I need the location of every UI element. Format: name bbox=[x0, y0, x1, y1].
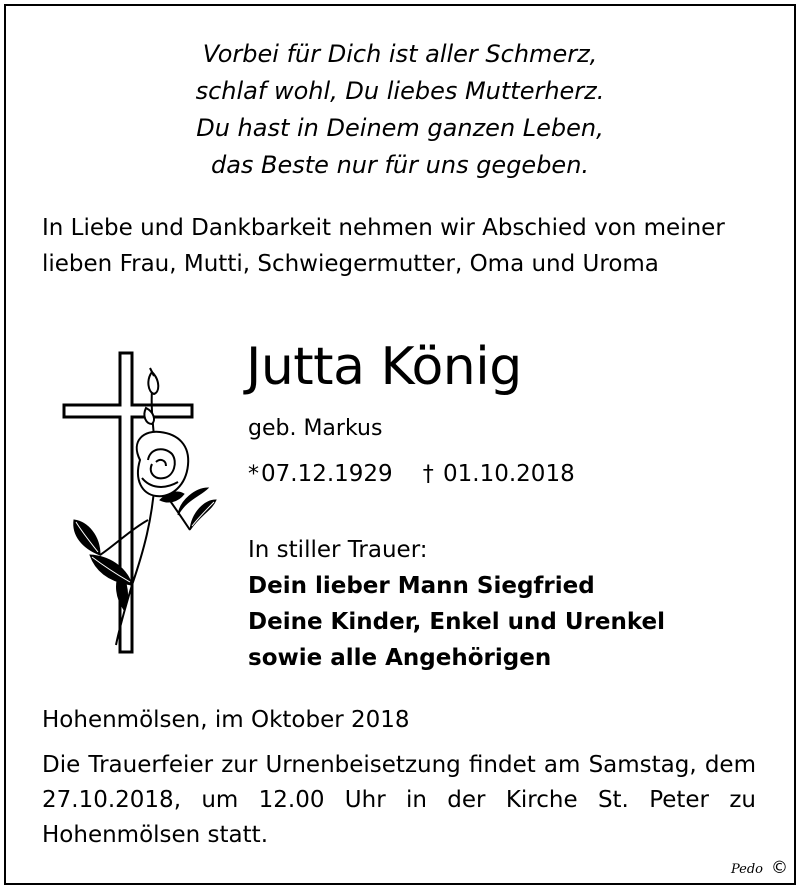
birth-name: geb. Markus bbox=[248, 416, 383, 441]
death-cross-icon: † bbox=[422, 462, 434, 487]
poem-line: schlaf wohl, Du liebes Mutterherz. bbox=[195, 77, 605, 105]
poem-line: Du hast in Deinem ganzen Leben, bbox=[196, 114, 604, 142]
birth-star-icon: * bbox=[248, 462, 259, 487]
life-dates bbox=[248, 458, 575, 491]
copyright-icon: © bbox=[771, 858, 788, 878]
poem-line: Vorbei für Dich ist aller Schmerz, bbox=[202, 40, 598, 68]
mourner-line: Dein lieber Mann Siegfried bbox=[248, 573, 595, 599]
mourners-heading: In stiller Trauer: bbox=[248, 537, 428, 563]
credit bbox=[731, 859, 788, 879]
birth-date: 07.12.1929 bbox=[261, 461, 393, 487]
intro-text: In Liebe und Dankbarkeit nehmen wir Abschied von meiner lieben Frau, Mutti, Schwiegermutter, Oma und Uroma bbox=[42, 215, 725, 277]
publisher-logo: Pedo bbox=[730, 862, 763, 877]
mourners-block bbox=[248, 532, 665, 676]
place-date: Hohenmölsen, im Oktober 2018 bbox=[42, 707, 410, 733]
deceased-name: Jutta König bbox=[246, 337, 522, 397]
poem-line: das Beste nur für uns gegeben. bbox=[210, 151, 590, 179]
cross-with-rose-icon bbox=[60, 350, 220, 655]
mourner-line: Deine Kinder, Enkel und Urenkel bbox=[248, 609, 666, 635]
poem bbox=[0, 36, 800, 184]
death-date: 01.10.2018 bbox=[443, 461, 575, 487]
mourner-line: sowie alle Angehörigen bbox=[248, 645, 552, 671]
funeral-notice: Die Trauerfeier zur Urnenbeisetzung findet am Samstag, dem 27.10.2018, um 12.00 Uhr in der Kirche St. Peter zu Hohenmölsen statt. bbox=[42, 752, 756, 848]
